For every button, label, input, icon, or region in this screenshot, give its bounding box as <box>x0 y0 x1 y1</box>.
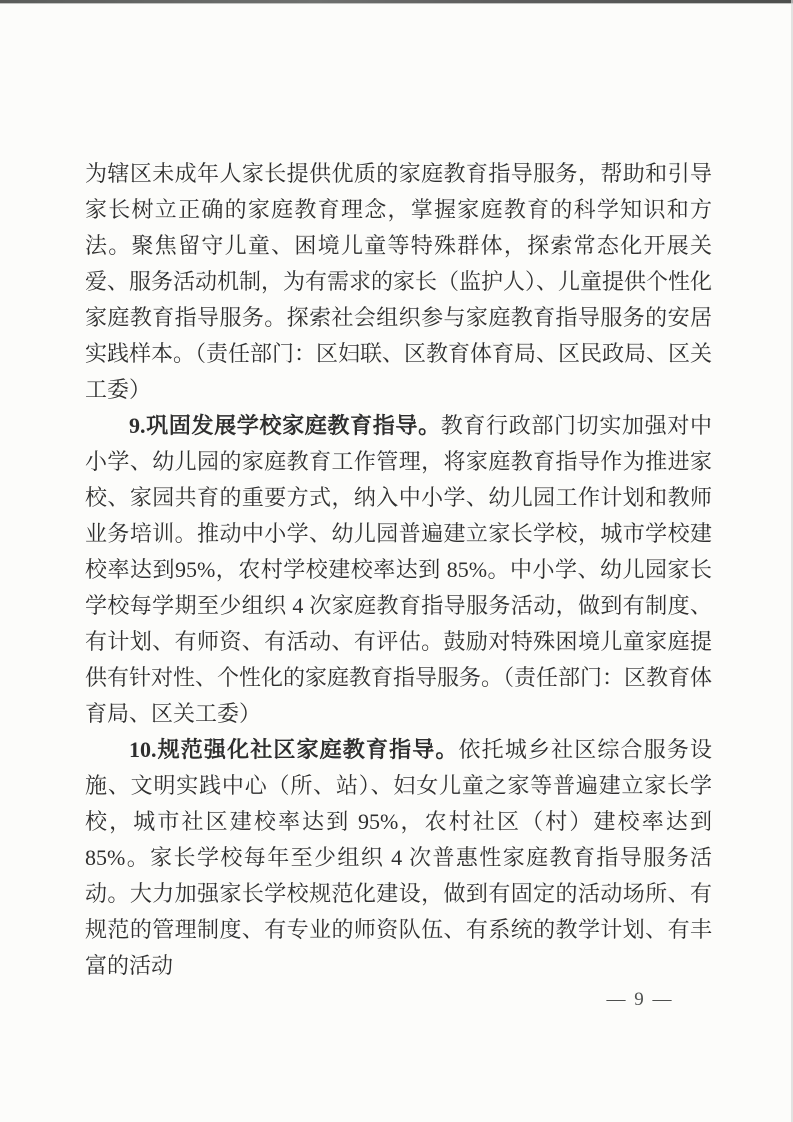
paragraph-lead-heading: 9.巩固发展学校家庭教育指导。 <box>129 413 441 438</box>
paragraph-continuation <box>85 156 712 408</box>
page-number: — 9 — <box>606 989 674 1010</box>
document-body <box>85 156 712 984</box>
paragraph-text: 教育行政部门切实加强对中小学、幼儿园的家庭教育工作管理，将家庭教育指导作为推进家校、家园共育的重要方式，纳入中小学、幼儿园工作计划和教师业务培训。推动中小学、幼儿园普遍建立家长学校，城市学校建校率达到95%，农村学校建校率达到 85%。中小学、幼儿园家长学校每学期至少组织 4 次家庭教育指导服务活动，做到有制度、有计划、有师资、有活动、有评估。鼓励对特殊困境儿童家庭提供有针对性、个性化的家庭教育指导服务。（责任部门：区教育体育局、区关工委） <box>85 413 713 726</box>
scan-edge-artifact-top <box>0 0 793 3</box>
paragraph-item-10 <box>85 732 712 984</box>
paragraph-text: 依托城乡社区综合服务设施、文明实践中心（所、站）、妇女儿童之家等普遍建立家长学校，城市社区建校率达到 95%，农村社区（村）建校率达到 85%。家长学校每年至少组织 4 次普惠性家庭教育指导服务活动。大力加强家长学校规范化建设，做到有固定的活动场所、有规范的管理制度、有专业的师资队伍、有系统的教学计划、有丰富的活动 <box>85 737 712 978</box>
paragraph-lead-heading: 10.规范强化社区家庭教育指导。 <box>129 737 459 762</box>
paragraph-text: 为辖区未成年人家长提供优质的家庭教育指导服务，帮助和引导家长树立正确的家庭教育理念，掌握家庭教育的科学知识和方法。聚焦留守儿童、困境儿童等特殊群体，探索常态化开展关爱、服务活动机制，为有需求的家长（监护人）、儿童提供个性化家庭教育指导服务。探索社会组织参与家庭教育指导服务的安居实践样本。（责任部门：区妇联、区教育体育局、区民政局、区关工委） <box>85 161 713 402</box>
paragraph-item-9 <box>85 408 712 732</box>
